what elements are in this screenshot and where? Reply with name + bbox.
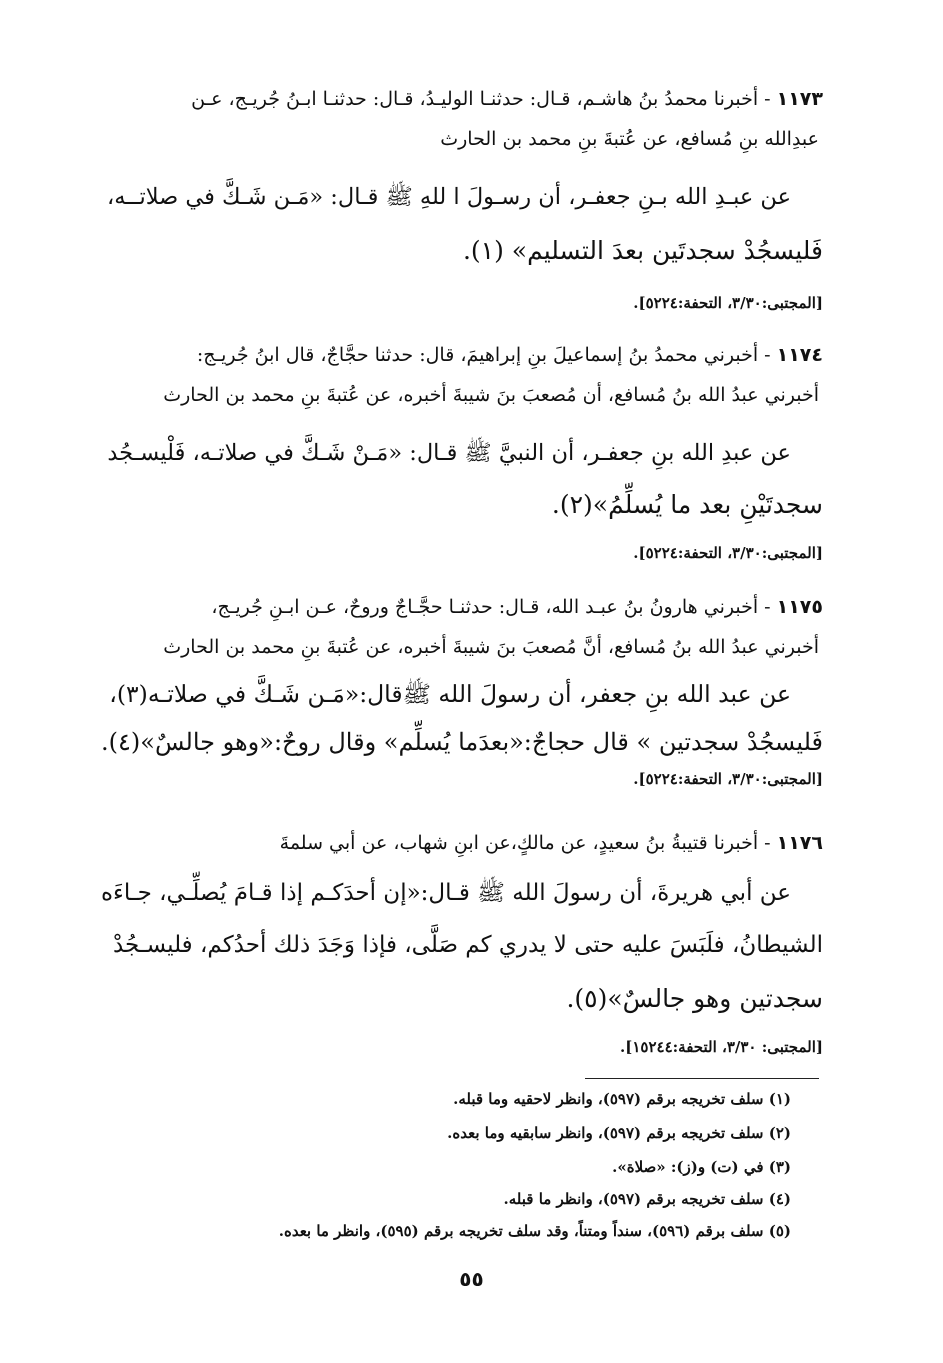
hadith-1173-isnad-line-1 — [191, 88, 823, 110]
hadith-1176-reference: [المجتبى: ٣/٣٠، التحفة:١٥٢٤٤]. — [620, 1038, 823, 1056]
footnote-divider — [585, 1078, 819, 1079]
hadith-1174-matn-line-1: عن عبدِ الله بنِ جعفـر، أن النبيَّ ﷺ قـال: «مَـنْ شَـكَّ في صلاتـه، فَلْيسـجُد — [107, 440, 791, 466]
isnad-text: - أخبرنا محمدُ بنُ هاشـم، قـال: حدثنـا الوليـدُ، قـال: حدثنـا ابـنُ جُريـج، عـن — [191, 88, 771, 110]
hadith-1175-reference: [المجتبى:٣/٣٠، التحفة:٥٢٢٤]. — [633, 770, 823, 788]
hadith-1175-matn-line-1: عن عبد الله بنِ جعفر، أن رسولَ الله ﷺقال:«مَـن شَـكَّ في صلاتـه(٣)، — [109, 680, 791, 708]
footnote-5: (٥) سلف برقم (٥٩٦)، سنداً ومتناً، وقد سلف تخريجه برقم (٥٩٥)، وانظر ما بعده. — [278, 1222, 791, 1240]
hadith-number: ١١٧٦ — [776, 832, 823, 854]
hadith-1174-isnad-line-2: أخبرني عبدُ الله بنُ مُسافع، أن مُصعبَ بنَ شيبةَ أخبره، عن عُتبةَ بنِ محمد بن الحارث — [163, 384, 819, 406]
hadith-1173-matn-line-2: فَليسجُدْ سجدتَين بعدَ التسليم» (١). — [462, 236, 823, 265]
hadith-1176-matn-line-3: سجدتين وهو جالسٌ»(٥). — [566, 984, 823, 1013]
hadith-1173-isnad-line-2: عبدِالله بنِ مُسافع، عن عُتبةَ بنِ محمد بن الحارث — [440, 128, 819, 150]
hadith-1174-reference: [المجتبى:٣/٣٠، التحفة:٥٢٢٤]. — [633, 544, 823, 562]
isnad-text: - أخبرنا قتيبةُ بنُ سعيدٍ، عن مالكٍ،عن ابنِ شهاب، عن أبي سلمةَ — [279, 832, 771, 854]
hadith-1174-isnad-line-1 — [197, 344, 823, 366]
hadith-1176-matn-line-2: الشيطانُ، فلَبَسَ عليه حتى لا يدري كم صَلَّى، فإذا وَجَدَ ذلك أحدُكم، فليسـجُدْ — [112, 932, 823, 958]
hadith-1174-matn-line-2: سجدتَيْنِ بعد ما يُسلِّمُ»(٢). — [551, 490, 823, 519]
hadith-1175-matn-line-2: فَليسجُدْ سجدتين » قال حجاجٌ:«بعدَما يُسلِّم» وقال روحٌ:«وهو جالسٌ»(٤). — [101, 728, 823, 756]
hadith-1176-matn-line-1: عن أبي هريرةَ، أن رسولَ الله ﷺ قـال:«إن أحدَكـم إذا قـامَ يُصلِّـي، جـاءَه — [100, 880, 791, 906]
isnad-text: - أخبرني هارونُ بنُ عبـد الله، قـال: حدثنـا حجَّـاجٌ وروحٌ، عـن ابـنِ جُريـج، — [211, 596, 771, 618]
hadith-1175-isnad-line-1 — [211, 596, 823, 618]
hadith-1176-isnad-line-1 — [280, 832, 823, 854]
isnad-text: - أخبرني محمدُ بنُ إسماعيلَ بنِ إبراهيمَ، قال: حدثنا حجَّاجٌ، قال ابنُ جُريـج: — [196, 344, 771, 366]
page-number: ٥٥ — [459, 1267, 484, 1291]
hadith-number: ١١٧٣ — [776, 88, 823, 110]
footnote-1: (١) سلف تخريجه برقم (٥٩٧)، وانظر لاحقيه وما قبله. — [453, 1090, 791, 1108]
footnote-3: (٣) في (ت) و(ز): «صلاة». — [612, 1158, 791, 1176]
hadith-number: ١١٧٤ — [776, 344, 823, 366]
footnote-4: (٤) سلف تخريجه برقم (٥٩٧)، وانظر ما قبله. — [503, 1190, 791, 1208]
hadith-1173-reference: [المجتبى:٣/٣٠، التحفة:٥٢٢٤]. — [633, 294, 823, 312]
hadith-1175-isnad-line-2: أخبرني عبدُ الله بنُ مُسافع، أنَّ مُصعبَ بنَ شيبةَ أخبره، عن عُتبةَ بنِ محمد بن الحارث — [163, 636, 819, 658]
hadith-1173-matn-line-1: عن عبـدِ الله بـنِ جعفـر، أن رسـولَ ا للهِ ﷺ قـال: «مَـن شَـكَّ في صلاتــه، — [106, 184, 791, 210]
footnote-2: (٢) سلف تخريجه برقم (٥٩٧)، وانظر سابقيه وما بعده. — [447, 1124, 791, 1142]
hadith-number: ١١٧٥ — [776, 596, 823, 618]
